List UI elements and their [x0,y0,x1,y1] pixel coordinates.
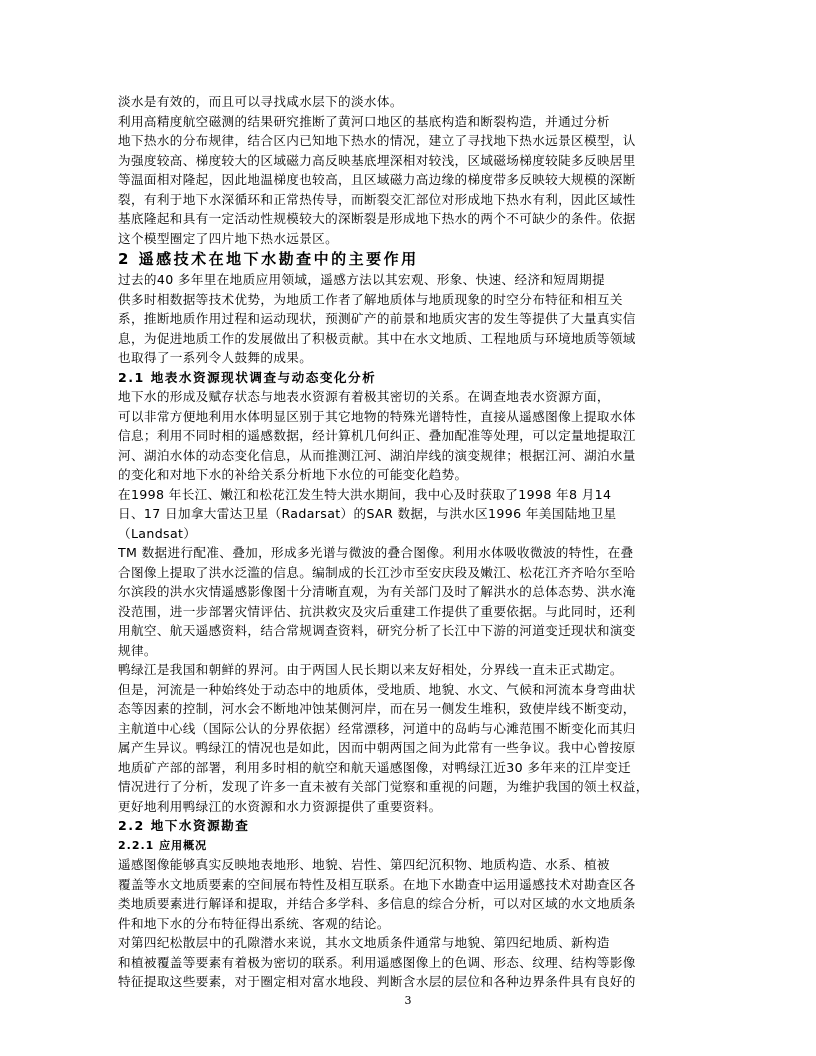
subsubsection-heading: 2.2.1 应用概况 [118,838,208,852]
subsection-heading: 2.2 地下水资源勘查 [118,818,250,833]
text-line: 没范围，进一步部署灾情评估、抗洪救灾及灾后重建工作提供了重要依据。与此同时，还利 [118,603,636,619]
text-line: 供多时相数据等技术优势，为地质工作者了解地质体与地质现象的时空分布特征和相互关 [118,291,623,307]
text-line: 信息；利用不同时相的遥感数据，经计算机几何纠正、叠加配准等处理，可以定量地提取江 [118,428,636,443]
text-line: 但是，河流是一种始终处于动态中的地质体，受地质、地貌、水文、气候和河流本身弯曲状 [118,681,636,697]
page-number: 3 [404,994,412,1007]
text-line: （Landsat） [118,525,197,541]
section-heading: 2 遥感技术在地下水勘查中的主要作用 [118,250,419,268]
text-line: 的变化和对地下水的补给关系分析地下水位的可能变化趋势。 [118,467,468,482]
text-line: 规律。 [118,642,157,658]
text-line: 合图像上提取了洪水泛滥的信息。编制成的长江沙市至安庆段及嫩江、松花江齐齐哈尔至哈 [118,564,636,580]
text-line: 为强度较高、梯度较大的区域磁力高反映基底埋深相对较浅，区域磁场梯度较陡多反映居里 [118,152,636,168]
text-line: 和植被覆盖等要素有着极为密切的联系。利用遥感图像上的色调、形态、纹理、结构等影像 [118,954,636,970]
text-line: 基底隆起和具有一定活动性规模较大的深断裂是形成地下热水的两个不可缺少的条件。依据 [118,211,636,226]
text-line: 件和地下水的分布特征得出系统、客观的结论。 [118,915,390,931]
subsection-heading: 2.1 地表水资源现状调查与动态变化分析 [118,369,377,385]
text-line: 特征提取这些要素，对于圈定相对富水地段、判断含水层的层位和各种边界条件具有良好的 [118,974,636,989]
text-line: 遥感图像能够真实反映地表地形、地貌、岩性、第四纪沉积物、地质构造、水系、植被 [118,857,610,872]
text-line: 用航空、航天遥感资料，结合常规调查资料，研究分析了长江中下游的河道变迁现状和演变 [118,623,636,638]
text-line: 等温面相对隆起，因此地温梯度也较高，且区域磁力高边缘的梯度带多反映较大规模的深断 [118,172,636,187]
text-line: 对第四纪松散层中的孔隙潜水来说，其水文地质条件通常与地貌、第四纪地质、新构造 [118,935,610,950]
text-line: 淡水是有效的，而且可以寻找咸水层下的淡水体。 [118,94,403,109]
text-line: 地质矿产部的部署，利用多时相的航空和航天遥感图像，对鸭绿江近30 多年来的江岸变迁 [118,759,631,775]
text-line: 属产生异议。鸭绿江的情况也是如此，因而中朝两国之间为此常有一些争议。我中心曾按原 [118,740,636,755]
text-line: 覆盖等水文地质要素的空间展布特性及相互联系。在地下水勘查中运用遥感技术对勘查区各 [118,876,636,892]
text-line: 河、湖泊水体的动态变化信息，从而推测江河、湖泊岸线的演变规律；根据江河、湖泊水量 [118,447,636,463]
text-line: 过去的40 多年里在地质应用领域，遥感方法以其宏观、形象、快速、经济和短周期提 [118,272,606,287]
text-line: 情况进行了分析，发现了许多一直未被有关部门觉察和重视的问题，为维护我国的领土权益， [118,779,649,794]
text-line: 在1998 年长江、嫩江和松花江发生特大洪水期间，我中心及时获取了1998 年8 月14 [118,486,612,502]
text-line: 这个模型圈定了四片地下热水远景区。 [118,230,339,246]
text-line: TM 数据进行配准、叠加，形成多光谱与微波的叠合图像。利用水体吸收微波的特性，在叠 [118,545,634,560]
text-line: 主航道中心线（国际公认的分界依据）经常漂移，河道中的岛屿与心滩范围不断变化而其归 [118,720,636,736]
text-line: 可以非常方便地利用水体明显区别于其它地物的特殊光谱特性，直接从遥感图像上提取水体 [118,408,636,424]
text-line: 也取得了一系列令人鼓舞的成果。 [118,350,313,365]
text-line: 息，为促进地质工作的发展做出了积极贡献。其中在水文地质、工程地质与环境地质等领域 [118,330,636,346]
text-line: 地下热水的分布规律，结合区内已知地下热水的情况，建立了寻找地下热水远景区模型，认 [118,133,636,148]
text-line: 尔滨段的洪水灾情遥感影像图十分清晰直观，为有关部门及时了解洪水的总体态势、洪水淹 [118,584,636,599]
document-body [118,92,692,992]
text-line: 日、17 日加拿大雷达卫星（Radarsat）的SAR 数据，与洪水区1996 年美国陆地卫星 [118,506,617,521]
text-line: 裂，有利于地下水深循环和正常热传导，而断裂交汇部位对形成地下热水有利，因此区域性 [118,191,636,207]
text-line: 系，推断地质作用过程和运动现状，预测矿产的前景和地质灾害的发生等提供了大量真实信 [118,311,636,326]
text-line: 更好地利用鸭绿江的水资源和水力资源提供了重要资料。 [118,798,442,814]
text-line: 鸭绿江是我国和朝鲜的界河。由于两国人民长期以来友好相处，分界线一直未正式勘定。 [118,662,623,677]
text-line: 地下水的形成及赋存状态与地表水资源有着极其密切的关系。在调查地表水资源方面， [118,389,610,404]
text-line: 态等因素的控制，河水会不断地冲蚀某侧河岸，而在另一侧发生堆积，致使岸线不断变动， [118,701,636,716]
text-line: 利用高精度航空磁测的结果研究推断了黄河口地区的基底构造和断裂构造，并通过分析 [118,113,610,129]
text-line: 类地质要素进行解译和提取，并结合多学科、多信息的综合分析，可以对区域的水文地质条 [118,896,636,911]
